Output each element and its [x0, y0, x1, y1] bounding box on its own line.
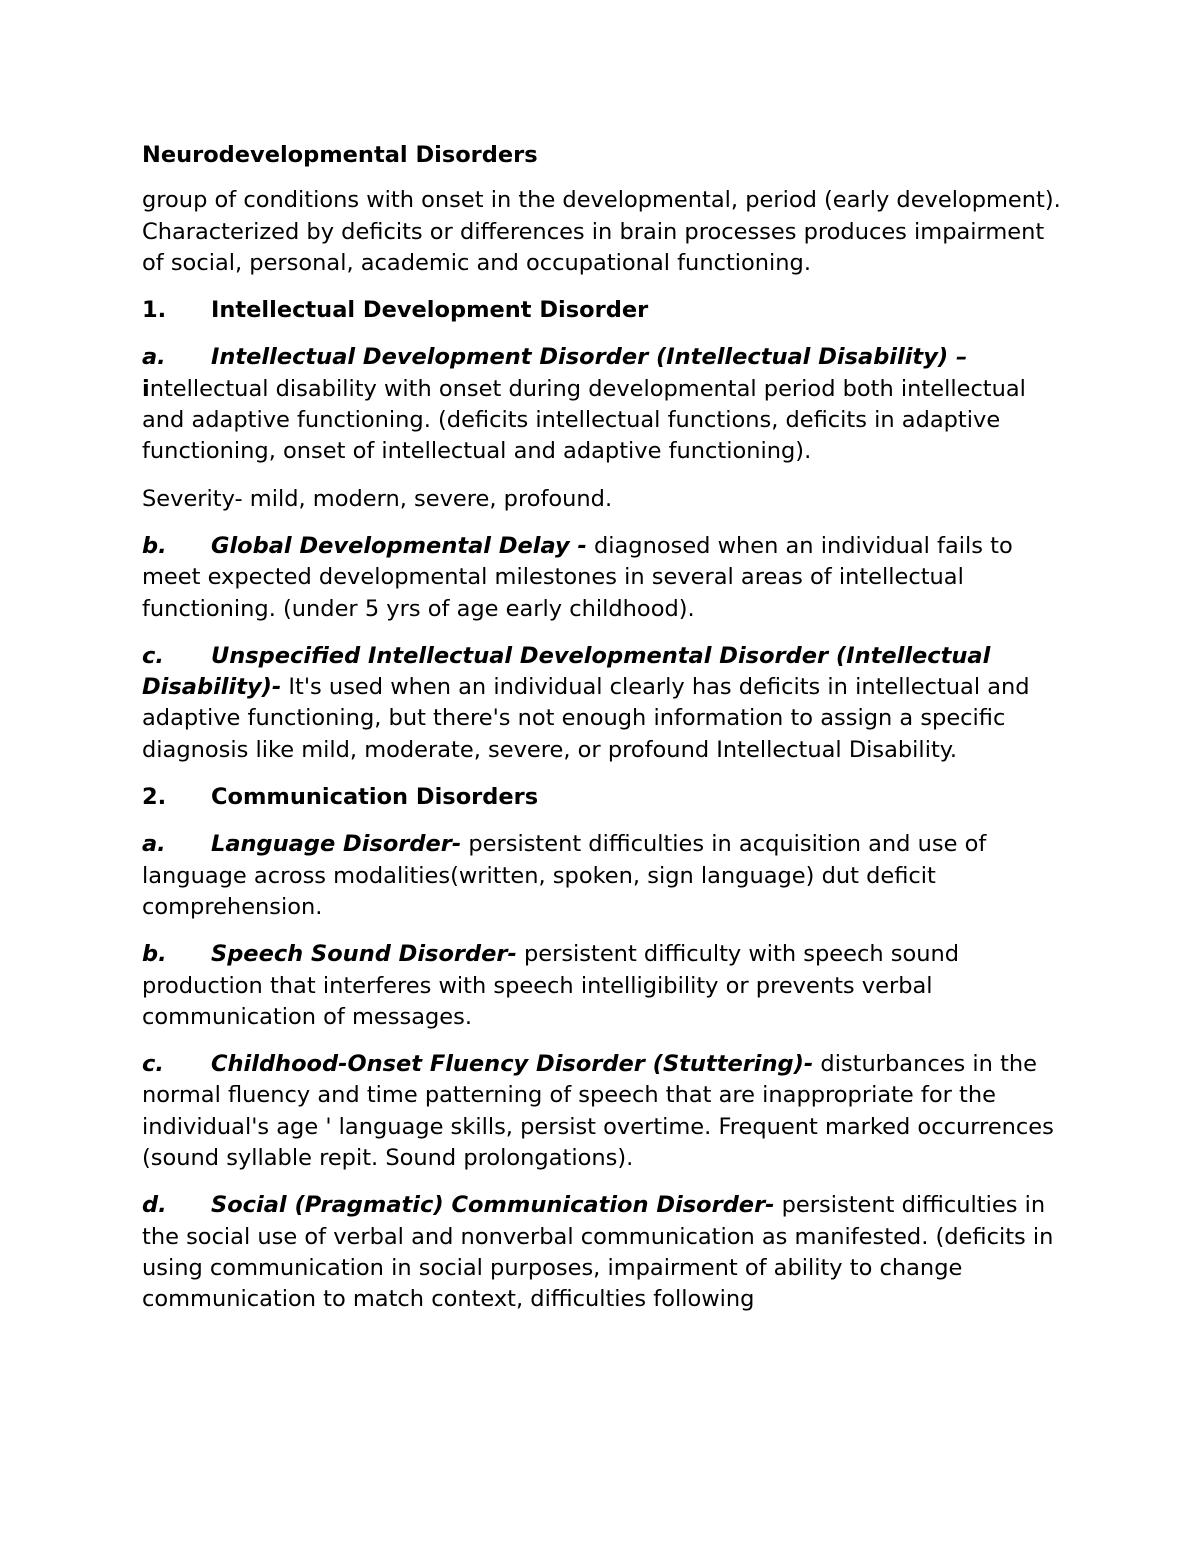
section-number: 1. [142, 297, 167, 324]
list-item-language-disorder [142, 829, 1062, 923]
item-text: persistent difficulties in acquisition and use of language across modalities(written, spoken, sign language) dut deficit comprehension. [142, 831, 987, 920]
section-title: Communication Disorders [211, 784, 539, 811]
item-term: Global Developmental Delay - [211, 532, 587, 559]
item-term: Social (Pragmatic) Communication Disorder- [211, 1192, 775, 1219]
severity-note: Severity- mild, modern, severe, profound. [142, 485, 613, 512]
list-item-speech-sound-disorder [142, 939, 1062, 1033]
item-text: It's used when an individual clearly has deficits in intellectual and adaptive functioning, but there's not enough information to assign a specific diagnosis like mild, moderate, severe, or profound Intellectual Disability. [142, 674, 1030, 763]
item-letter: c. [142, 1051, 164, 1078]
item-text: persistent difficulties in the social use of verbal and nonverbal communication as manifested. (deficits in using communication in social purposes, impairment of ability to change communication to match context, difficulties following [142, 1192, 1054, 1313]
section-number: 2. [142, 784, 167, 811]
list-item-global-developmental-delay [142, 531, 1062, 625]
item-term: Childhood-Onset Fluency Disorder (Stuttering)- [211, 1051, 814, 1078]
list-item-fluency-disorder [142, 1049, 1062, 1174]
item-letter: d. [142, 1192, 167, 1219]
section-title: Intellectual Development Disorder [211, 297, 649, 324]
item-letter: a. [142, 344, 166, 371]
list-item-intellectual-disability [142, 342, 1062, 467]
list-item-unspecified-intellectual [142, 641, 1062, 766]
item-lead-letter: i [142, 375, 150, 402]
item-letter: a. [142, 831, 166, 858]
item-letter: c. [142, 642, 164, 669]
section-heading-intellectual [142, 295, 1062, 326]
item-text: persistent difficulty with speech sound production that interferes with speech intelligibility or prevents verbal communication of messages. [142, 941, 960, 1030]
document-title: Neurodevelopmental Disorders [142, 142, 538, 168]
item-letter: b. [142, 532, 167, 559]
item-text: ntellectual disability with onset during developmental period both intellectual and adaptive functioning. (deficits intellectual functions, deficits in adaptive functioning, onset of intellectual and adaptive functioning). [142, 375, 1026, 465]
item-term: Unspecified Intellectual Developmental Disorder (Intellectual Disability)- [142, 642, 991, 701]
list-item-social-communication-disorder [142, 1190, 1062, 1315]
intro-paragraph: group of conditions with onset in the developmental, period (early development). Characterized by deficits or differences in brain processes produces impairment of social, personal, academic and occupational functioning. [142, 187, 1061, 276]
item-text: disturbances in the normal fluency and time patterning of speech that are inappropriate for the individual's age ' language skills, persist overtime. Frequent marked occurrences (sound syllable repit. Sound prolongations). [142, 1051, 1054, 1172]
section-heading-communication [142, 782, 1062, 813]
item-letter: b. [142, 941, 167, 968]
item-text: diagnosed when an individual fails to meet expected developmental milestones in several areas of intellectual functioning. (under 5 yrs of age early childhood). [142, 532, 1013, 622]
item-term: Speech Sound Disorder- [211, 941, 517, 968]
item-term: Intellectual Development Disorder (Intellectual Disability) – [211, 344, 968, 371]
item-term: Language Disorder- [211, 831, 462, 858]
document-page [142, 140, 1062, 1332]
